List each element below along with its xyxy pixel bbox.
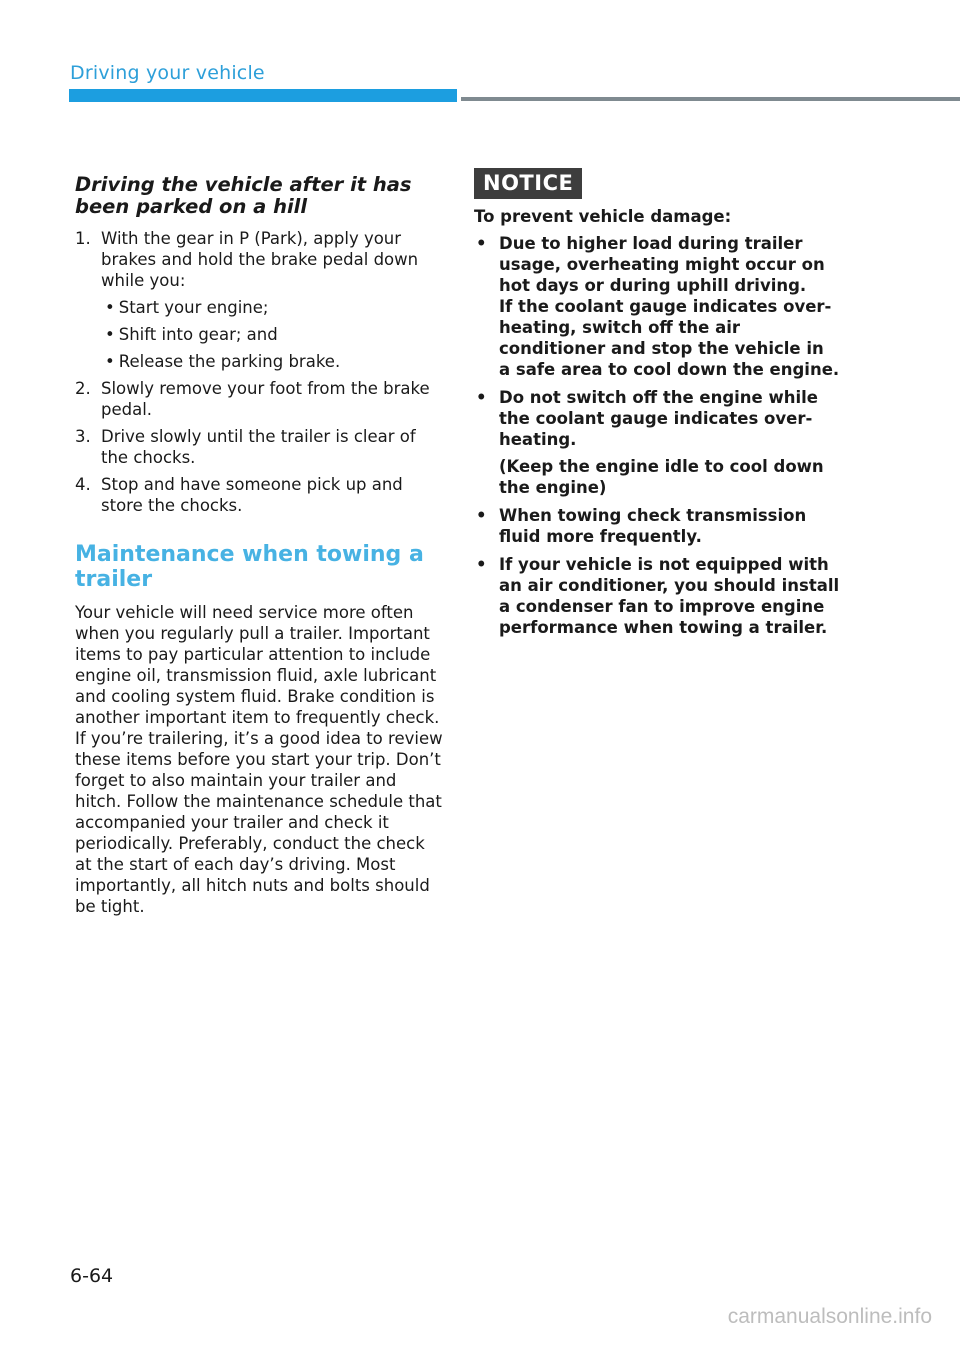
step-text: With the gear in P (Park), apply your brakes and hold the brake pedal down while you: bbox=[101, 229, 419, 290]
step-item bbox=[75, 426, 443, 468]
notice-item-extra: (Keep the engine idle to cool down the engine) bbox=[499, 457, 824, 497]
step-item bbox=[75, 474, 443, 516]
watermark: carmanualsonline.info bbox=[727, 1305, 932, 1328]
step-text: Drive slowly until the trailer is clear of the chocks. bbox=[101, 427, 416, 467]
bullet-icon: • bbox=[476, 555, 487, 574]
maintenance-paragraph: Your vehicle will need service more often when you regularly pull a trailer. Important items to pay particular attention to include engine oil, transmission fluid, axle lubricant and cooling system fluid. Brake condition is another important item to frequently check. If you’re trailering, it’s a good idea to review these items before you start your trip. Don’t forget to also maintain your trailer and hitch. Follow the maintenance schedule that accompanied your trailer and check it periodically. Preferably, conduct the check at the start of each day’s driving. Most importantly, all hitch nuts and bolts should be tight. bbox=[75, 603, 443, 916]
notice-item-text: If your vehicle is not equipped with an air conditioner, you should install a condenser fan to improve engine performance when towing a trailer. bbox=[499, 555, 840, 637]
notice-item bbox=[474, 387, 840, 498]
notice-item bbox=[474, 505, 840, 547]
step-number: 2. bbox=[75, 379, 91, 398]
sub-item bbox=[101, 324, 443, 345]
sub-item bbox=[101, 351, 443, 372]
header-rule-blue bbox=[69, 89, 457, 102]
notice-badge: NOTICE bbox=[474, 168, 582, 199]
notice-intro: To prevent vehicle damage: bbox=[474, 207, 732, 226]
step-text: Stop and have someone pick up and store the chocks. bbox=[101, 475, 403, 515]
step-number: 1. bbox=[75, 229, 91, 248]
step-sub-list bbox=[101, 297, 443, 372]
notice-item-text: Due to higher load during trailer usage, overheating might occur on hot days or during uphill driving. bbox=[499, 234, 825, 295]
step-item bbox=[75, 228, 443, 372]
notice-item-text: Do not switch off the engine while the coolant gauge indicates over-heating. bbox=[499, 388, 818, 449]
notice-item bbox=[474, 554, 840, 638]
step-number: 3. bbox=[75, 427, 91, 446]
bullet-icon: • bbox=[105, 352, 115, 371]
step-number: 4. bbox=[75, 475, 91, 494]
bullet-icon: • bbox=[105, 325, 115, 344]
notice-item-text: When towing check transmission fluid more frequently. bbox=[499, 506, 807, 546]
sub-item-text: Shift into gear; and bbox=[118, 325, 278, 344]
hill-heading: Driving the vehicle after it has been parked on a hill bbox=[75, 173, 412, 218]
notice-item bbox=[474, 233, 840, 380]
page-number: 6-64 bbox=[70, 1265, 114, 1287]
step-item bbox=[75, 378, 443, 420]
step-text: Slowly remove your foot from the brake pedal. bbox=[101, 379, 430, 419]
bullet-icon: • bbox=[476, 388, 487, 407]
notice-item-extra: If the coolant gauge indicates over-heating, switch off the air conditioner and stop the vehicle in a safe area to cool down the engine. bbox=[499, 297, 840, 379]
left-column bbox=[75, 174, 443, 917]
notice-list bbox=[474, 233, 840, 638]
sub-item bbox=[101, 297, 443, 318]
sub-item-text: Release the parking brake. bbox=[118, 352, 341, 371]
sub-item-text: Start your engine; bbox=[118, 298, 269, 317]
bullet-icon: • bbox=[476, 234, 487, 253]
hill-steps bbox=[75, 228, 443, 516]
bullet-icon: • bbox=[105, 298, 115, 317]
header-rule-gray bbox=[461, 97, 960, 101]
section-title: Driving your vehicle bbox=[70, 62, 265, 84]
bullet-icon: • bbox=[476, 506, 487, 525]
maintenance-heading: Maintenance when towing a trailer bbox=[75, 542, 424, 592]
notice-box bbox=[474, 168, 840, 645]
